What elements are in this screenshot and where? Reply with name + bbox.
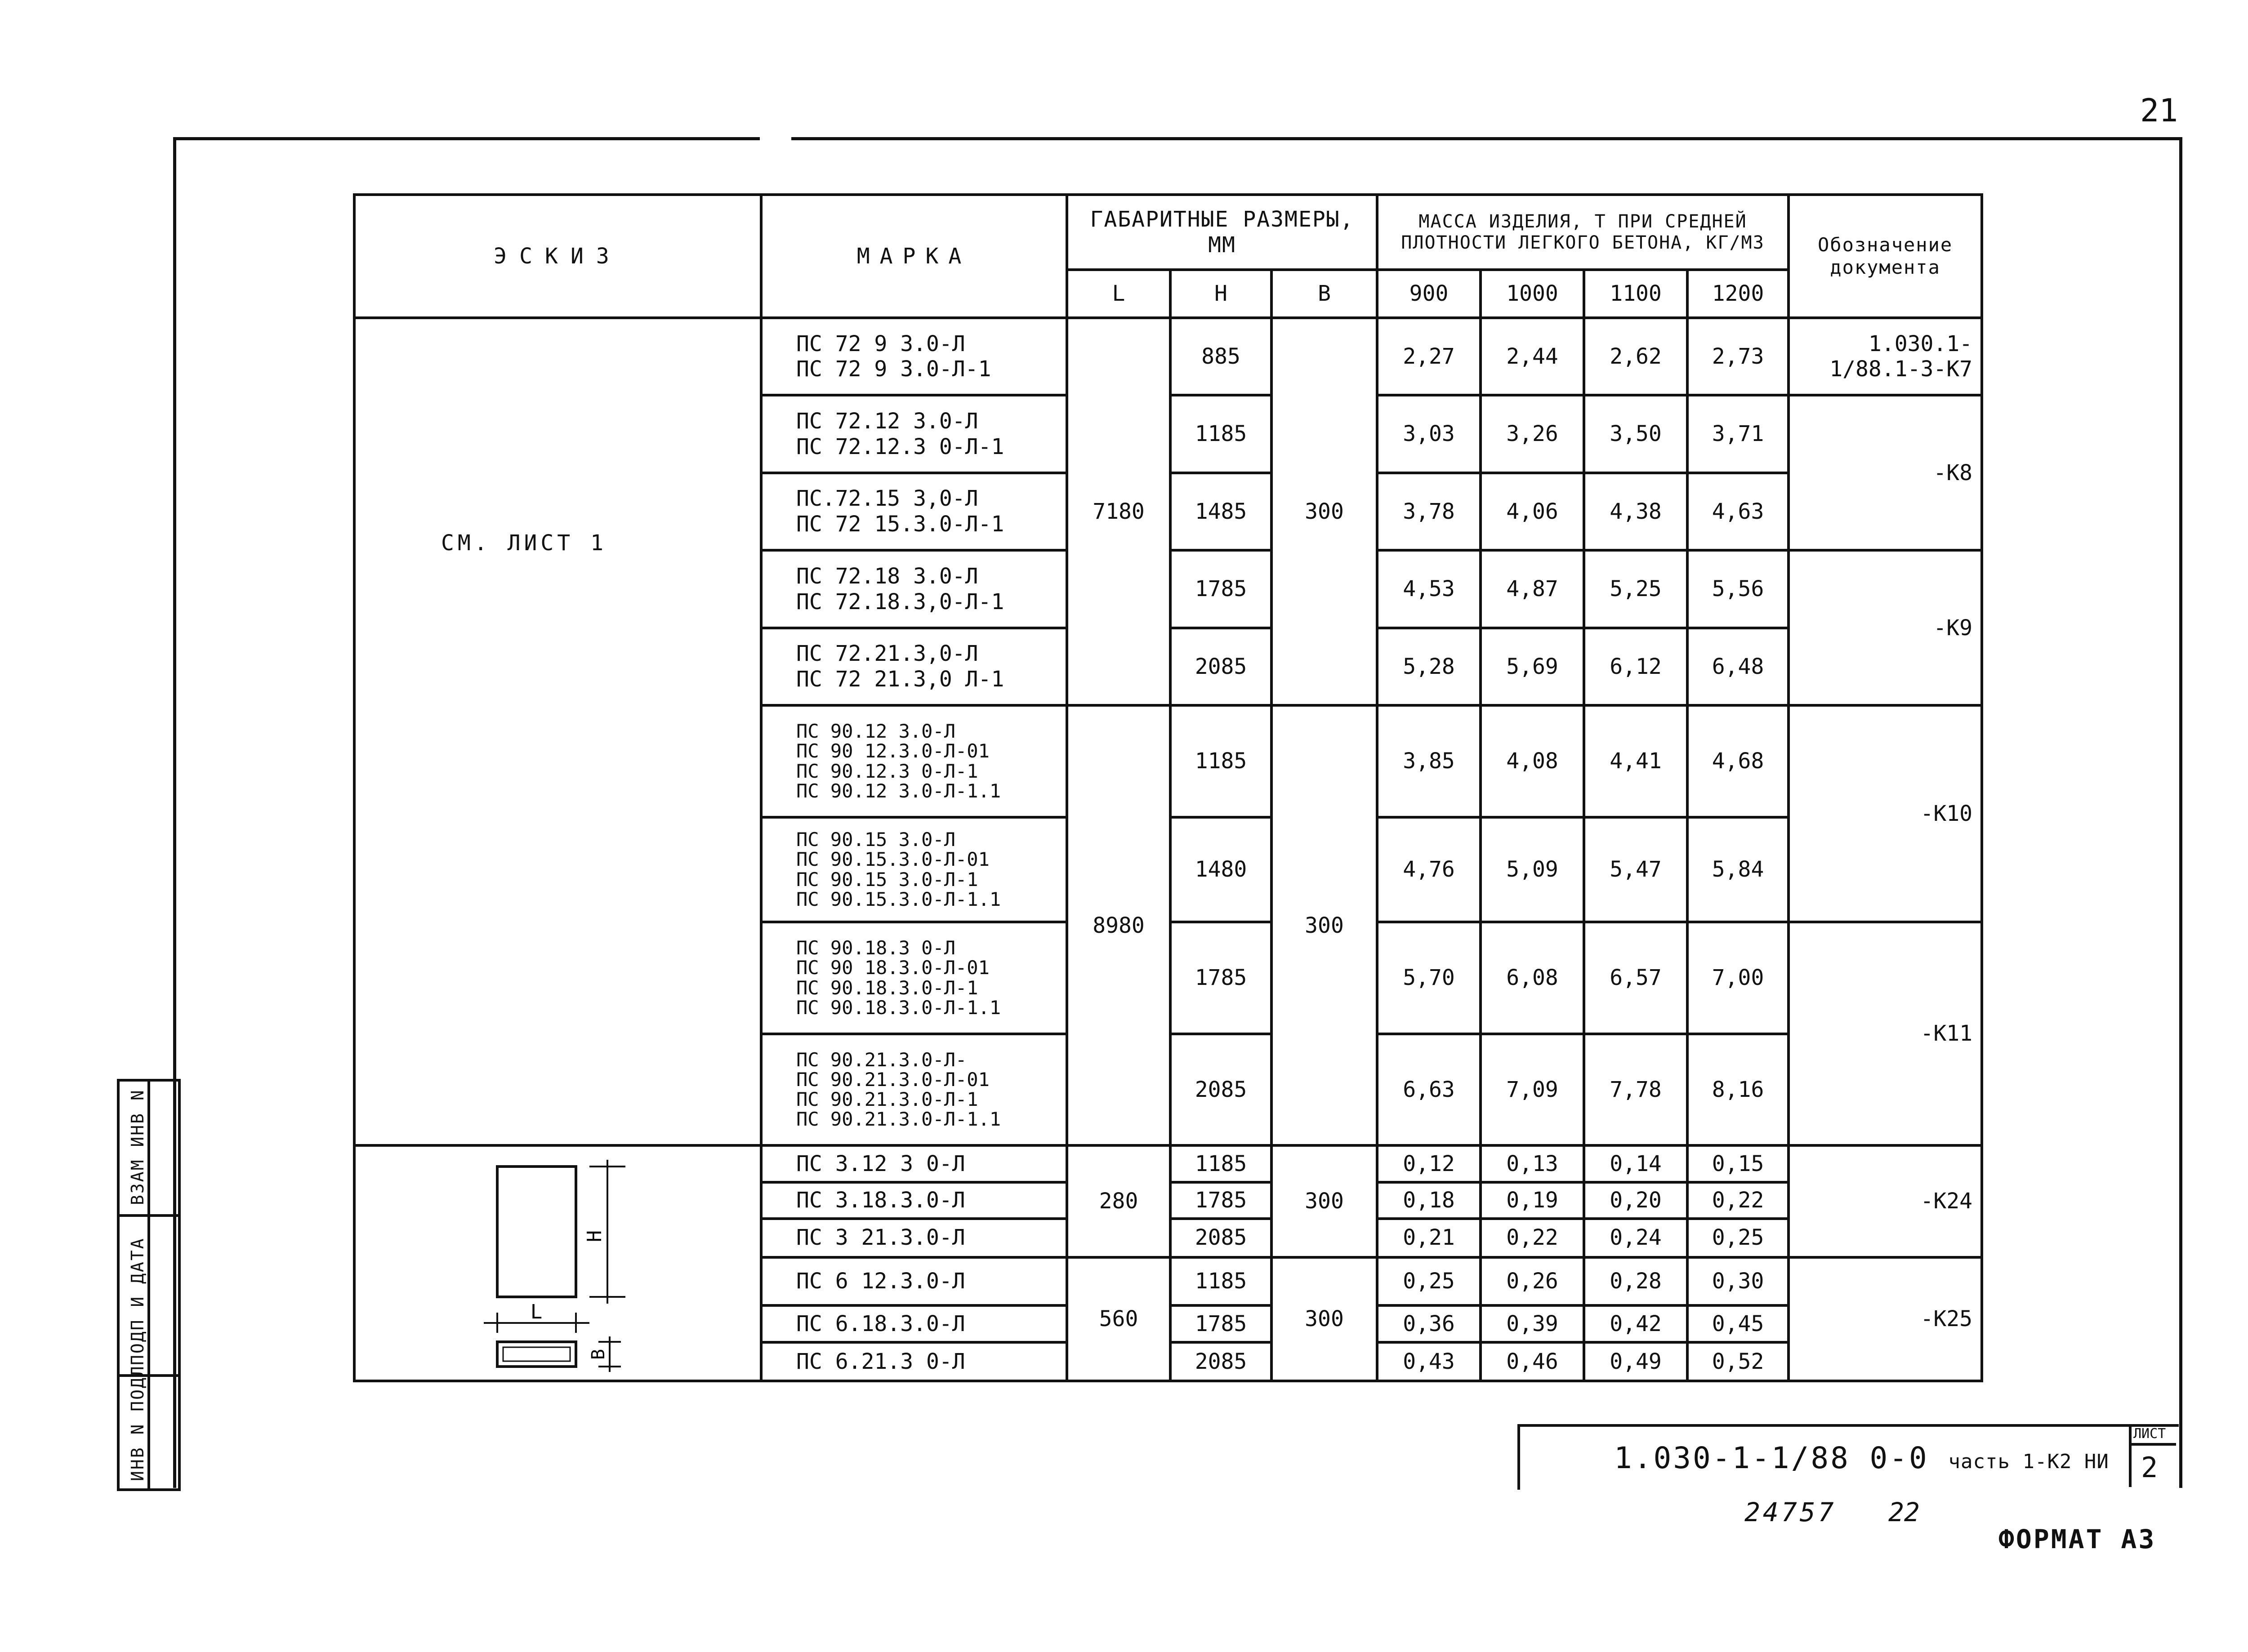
mass-1200: 5,84	[1687, 817, 1789, 922]
mass-1000: 0,39	[1481, 1305, 1584, 1342]
mass-1000: 5,69	[1481, 628, 1584, 705]
dim-H: 2085	[1170, 1219, 1271, 1257]
marks-cell: ПС 72.18 3.0-Л ПС 72.18.3,0-Л-1	[761, 550, 1067, 628]
doc-ref: -К25	[1789, 1257, 1982, 1381]
header-900: 900	[1377, 270, 1481, 318]
mass-1100: 2,62	[1584, 318, 1687, 395]
dim-label-L: L	[530, 1300, 543, 1324]
mass-1200: 0,45	[1687, 1305, 1789, 1342]
dim-H: 2085	[1170, 1034, 1271, 1146]
mass-1200: 4,63	[1687, 473, 1789, 550]
mass-900: 0,12	[1377, 1145, 1481, 1182]
panel-front-view	[497, 1167, 576, 1297]
header-mass: МАССА ИЗДЕЛИЯ, Т ПРИ СРЕДНЕЙ ПЛОТНОСТИ ЛЕГКОГО БЕТОНА, КГ/М3	[1377, 195, 1789, 270]
doc-ref: -К11	[1789, 922, 1982, 1145]
mass-1000: 0,46	[1481, 1342, 1584, 1381]
mass-1200: 2,73	[1687, 318, 1789, 395]
mass-1100: 0,20	[1584, 1182, 1687, 1219]
mass-1200: 7,00	[1687, 922, 1789, 1034]
mass-1100: 4,41	[1584, 705, 1687, 817]
mass-1100: 0,28	[1584, 1257, 1687, 1306]
mass-1100: 5,25	[1584, 550, 1687, 628]
header-1100: 1100	[1584, 270, 1687, 318]
mass-1200: 0,15	[1687, 1145, 1789, 1182]
dim-L: 8980	[1067, 705, 1170, 1145]
dim-L: 560	[1067, 1257, 1170, 1381]
inventory-number: 24757	[1744, 1497, 1837, 1527]
mass-1100: 6,12	[1584, 628, 1687, 705]
mass-1100: 6,57	[1584, 922, 1687, 1034]
marks-cell: ПС 6 12.3.0-Л	[761, 1257, 1067, 1306]
dim-H: 2085	[1170, 628, 1271, 705]
sheet-label: ЛИСТ	[2133, 1426, 2166, 1442]
mass-1200: 8,16	[1687, 1034, 1789, 1146]
mass-900: 0,21	[1377, 1219, 1481, 1257]
mass-1200: 0,22	[1687, 1182, 1789, 1219]
marks-cell: ПС 3 21.3.0-Л	[761, 1219, 1067, 1257]
sheet-divider	[2129, 1443, 2176, 1446]
stamp-inv-label: ИНВ N ПОДЛ	[128, 1365, 147, 1481]
marks-cell: ПС 90.12 3.0-Л ПС 90 12.3.0-Л-01 ПС 90.12.3 0-Л-1 ПС 90.12 3.0-Л-1.1	[761, 705, 1067, 817]
frame-gap	[760, 134, 791, 143]
stamp-inv	[120, 1365, 178, 1486]
stamp-podp-label: ПОДП И ДАТА	[128, 1237, 147, 1365]
header-eskiz: ЭСКИЗ	[354, 195, 761, 318]
mass-900: 0,18	[1377, 1182, 1481, 1219]
mass-1000: 2,44	[1481, 318, 1584, 395]
mass-1100: 0,14	[1584, 1145, 1687, 1182]
title-code	[1614, 1441, 2109, 1475]
marks-cell: ПС 72 9 3.0-Л ПС 72 9 3.0-Л-1	[761, 318, 1067, 395]
mass-1200: 4,68	[1687, 705, 1789, 817]
dim-L: 7180	[1067, 318, 1170, 705]
dim-H: 1785	[1170, 1305, 1271, 1342]
marks-cell: ПС 90.21.3.0-Л- ПС 90.21.3.0-Л-01 ПС 90.21.3.0-Л-1 ПС 90.21.3.0-Л-1.1	[761, 1034, 1067, 1146]
mass-1100: 5,47	[1584, 817, 1687, 922]
mass-1100: 0,42	[1584, 1305, 1687, 1342]
mass-1200: 0,52	[1687, 1342, 1789, 1381]
mass-1000: 6,08	[1481, 922, 1584, 1034]
panel-plan-view	[497, 1342, 576, 1367]
doc-ref: -К24	[1789, 1145, 1982, 1257]
marks-cell: ПС 3.12 3 0-Л	[761, 1145, 1067, 1182]
dim-L: 280	[1067, 1145, 1170, 1257]
mass-1000: 0,13	[1481, 1145, 1584, 1182]
mass-1000: 4,08	[1481, 705, 1584, 817]
panel-plan-inner	[503, 1347, 570, 1361]
mass-1200: 6,48	[1687, 628, 1789, 705]
header-L: L	[1067, 270, 1170, 318]
marks-cell: ПС 72.21.3,0-Л ПС 72 21.3,0 Л-1	[761, 628, 1067, 705]
see-sheet-1: СМ. ЛИСТ 1	[354, 318, 761, 1145]
mass-1100: 3,50	[1584, 395, 1687, 472]
sketch-cell	[354, 1145, 761, 1381]
dim-label-B: В	[588, 1349, 609, 1360]
side-stamp	[117, 1079, 181, 1491]
mass-1200: 5,56	[1687, 550, 1789, 628]
mass-1000: 0,19	[1481, 1182, 1584, 1219]
mass-900: 0,43	[1377, 1342, 1481, 1381]
dim-H: 1785	[1170, 550, 1271, 628]
doc-ref: 1.030.1-1/88.1-3-К7	[1789, 318, 1982, 395]
dim-label-H: Н	[583, 1230, 606, 1242]
dim-H: 885	[1170, 318, 1271, 395]
mass-1000: 5,09	[1481, 817, 1584, 922]
marks-cell: ПС 90.15 3.0-Л ПС 90.15.3.0-Л-01 ПС 90.15 3.0-Л-1 ПС 90.15.3.0-Л-1.1	[761, 817, 1067, 922]
dim-H: 1185	[1170, 705, 1271, 817]
marks-cell: ПС 6.18.3.0-Л	[761, 1305, 1067, 1342]
page-number: 21	[2140, 92, 2178, 129]
dim-H: 1185	[1170, 1257, 1271, 1306]
header-marka: МАРКА	[761, 195, 1067, 318]
dim-B: 300	[1271, 318, 1377, 705]
stamp-podp	[120, 1217, 178, 1377]
header-1000: 1000	[1481, 270, 1584, 318]
mass-900: 2,27	[1377, 318, 1481, 395]
spec-table	[353, 193, 1983, 1382]
mass-900: 3,85	[1377, 705, 1481, 817]
mass-900: 3,03	[1377, 395, 1481, 472]
marks-cell: ПС.72.15 3,0-Л ПС 72 15.3.0-Л-1	[761, 473, 1067, 550]
dim-H: 1785	[1170, 922, 1271, 1034]
mass-900: 4,53	[1377, 550, 1481, 628]
dim-H: 1185	[1170, 1145, 1271, 1182]
mass-1200: 0,25	[1687, 1219, 1789, 1257]
mass-900: 5,70	[1377, 922, 1481, 1034]
doc-ref: -К9	[1789, 550, 1982, 705]
header-doc: Обозначение документа	[1789, 195, 1982, 318]
dim-H: 1480	[1170, 817, 1271, 922]
header-H: Н	[1170, 270, 1271, 318]
dim-B: 300	[1271, 1145, 1377, 1257]
dim-H: 2085	[1170, 1342, 1271, 1381]
dim-H: 1485	[1170, 473, 1271, 550]
mass-1000: 3,26	[1481, 395, 1584, 472]
header-1200: 1200	[1687, 270, 1789, 318]
stamp-vzam	[120, 1082, 178, 1217]
mass-1100: 0,49	[1584, 1342, 1687, 1381]
mass-1100: 4,38	[1584, 473, 1687, 550]
marks-cell: ПС 6.21.3 0-Л	[761, 1342, 1067, 1381]
dim-B: 300	[1271, 1257, 1377, 1381]
format-label: ФОРМАТ А3	[1998, 1524, 2156, 1554]
mass-1100: 7,78	[1584, 1034, 1687, 1146]
doc-ref: -К10	[1789, 705, 1982, 922]
stamp-vzam-label: ВЗАМ ИНВ N	[128, 1089, 147, 1205]
mass-1100: 0,24	[1584, 1219, 1687, 1257]
marks-cell: ПС 90.18.3 0-Л ПС 90 18.3.0-Л-01 ПС 90.18.3.0-Л-1 ПС 90.18.3.0-Л-1.1	[761, 922, 1067, 1034]
marks-cell: ПС 72.12 3.0-Л ПС 72.12.3 0-Л-1	[761, 395, 1067, 472]
doc-part: часть 1-К2 НИ	[1948, 1450, 2109, 1473]
mass-900: 0,25	[1377, 1257, 1481, 1306]
mass-1200: 3,71	[1687, 395, 1789, 472]
mass-1000: 0,22	[1481, 1219, 1584, 1257]
sketch-drawing	[356, 1149, 757, 1378]
header-B: В	[1271, 270, 1377, 318]
marks-cell: ПС 3.18.3.0-Л	[761, 1182, 1067, 1219]
mass-900: 5,28	[1377, 628, 1481, 705]
mass-900: 4,76	[1377, 817, 1481, 922]
mass-1000: 4,87	[1481, 550, 1584, 628]
mass-900: 6,63	[1377, 1034, 1481, 1146]
inventory-suffix: 22	[1888, 1497, 1920, 1527]
dim-H: 1185	[1170, 395, 1271, 472]
mass-900: 0,36	[1377, 1305, 1481, 1342]
mass-1000: 7,09	[1481, 1034, 1584, 1146]
dim-H: 1785	[1170, 1182, 1271, 1219]
doc-code: 1.030-1-1/88 0-0	[1614, 1441, 1929, 1475]
sheet-number: 2	[2141, 1451, 2158, 1484]
mass-1000: 0,26	[1481, 1257, 1584, 1306]
mass-900: 3,78	[1377, 473, 1481, 550]
mass-1200: 0,30	[1687, 1257, 1789, 1306]
mass-1000: 4,06	[1481, 473, 1584, 550]
header-dims: ГАБАРИТНЫЕ РАЗМЕРЫ, ММ	[1067, 195, 1377, 270]
doc-ref: -К8	[1789, 395, 1982, 550]
dim-B: 300	[1271, 705, 1377, 1145]
